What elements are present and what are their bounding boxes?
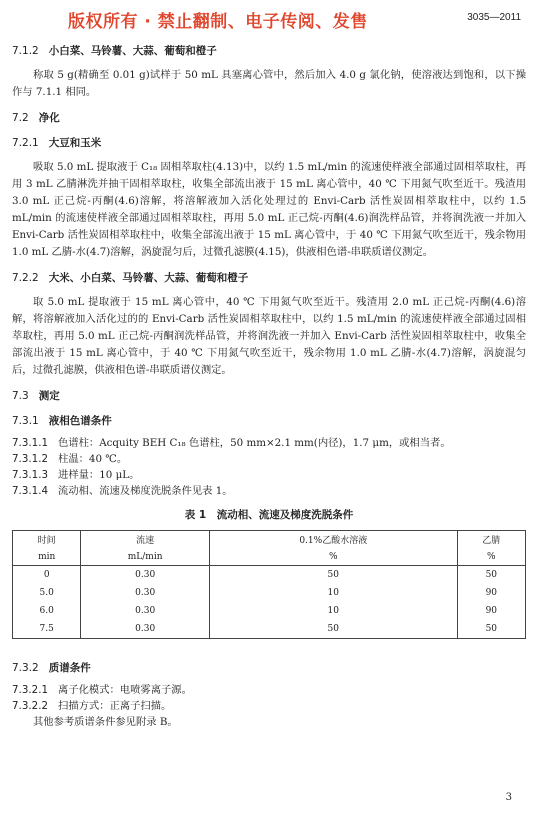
- copyright-banner: 版权所有 · 禁止翻制、电子传阅、发售: [68, 12, 368, 32]
- table-row: [13, 584, 526, 602]
- table-header-cell: 乙腈: [457, 531, 525, 549]
- section-heading-7-2-2: 7.2.2 大米、小白菜、马铃薯、大蒜、葡萄和橙子: [12, 272, 249, 284]
- table-cell: 0.30: [81, 602, 210, 620]
- list-item: 7.3.1.3 进样量：10 μL。: [12, 469, 140, 481]
- table-cell: 90: [457, 602, 525, 620]
- table-cell: 0: [13, 566, 81, 585]
- item-list-7-3-1: [12, 435, 526, 499]
- document-body: [12, 44, 526, 731]
- table-unit-row: [13, 548, 526, 566]
- table-unit-cell: %: [457, 548, 525, 566]
- gradient-table: [12, 530, 526, 639]
- closing-paragraph: 其他参考质谱条件参见附录 B。: [33, 716, 178, 728]
- paragraph-7-1-2: 称取 5 g(精确至 0.01 g)试样于 50 mL 具塞离心管中，然后加入 4.0 g 氯化钠，使溶液达到饱和，以下操作与 7.1.1 相同。: [12, 69, 526, 98]
- section-heading-7-1-2: 7.1.2 小白菜、马铃薯、大蒜、葡萄和橙子: [12, 45, 217, 57]
- list-item: 7.3.2.2 扫描方式：正离子扫描。: [12, 700, 172, 712]
- table-unit-cell: min: [13, 548, 81, 566]
- section-heading-7-2: 7.2 净化: [12, 112, 60, 124]
- table-cell: 90: [457, 584, 525, 602]
- table-caption: 表 1 流动相、流速及梯度洗脱条件: [184, 509, 354, 521]
- table-cell: 50: [457, 566, 525, 585]
- list-item: 7.3.1.2 柱温：40 ℃。: [12, 453, 128, 465]
- table-header-cell: 流速: [81, 531, 210, 549]
- page-number: 3: [505, 792, 512, 803]
- table-unit-cell: %: [209, 548, 457, 566]
- paragraph-7-2-2: 取 5.0 mL 提取液于 15 mL 离心管中，40 ℃ 下用氮气吹至近干。残渣用 2.0 mL 正己烷-丙酮(4.6)溶解，将溶解液加入活化过的的 Envi-Carb 活性炭固相萃取柱中，以约 1.5 mL/min 的流速使样液全部通过固相萃取柱，再用 5.0 mL 正己烷-丙酮润洗样品管，并将润洗液一并加入 Envi-Carb 活性炭固相萃取柱中，收集全部流出液于 15 mL 离心管中，于 40 ℃ 下用氮气吹至近干，残余物用 1.0 mL 乙腈-水(4.7)溶解，涡旋混匀后，过微孔滤膜，供液相色谱-串联质谱仪测定。: [12, 296, 526, 376]
- table-cell: 50: [209, 620, 457, 639]
- paragraph-7-2-1: 吸取 5.0 mL 提取液于 C₁₈ 固相萃取柱(4.13)中，以约 1.5 mL/min 的流速使样液全部通过固相萃取柱，再用 3 mL 乙腈淋洗并抽干固相萃取柱，收集全部流出液于 15 mL 离心管中，40 ℃ 下用氮气吹至近干。残渣用 3.0 mL 正己烷-丙酮(4.6)溶解，将溶解液加入活化处理过的 Envi-Carb 活性炭固相萃取柱中，以约 1.5 mL/min 的流速使样液全部通过固相萃取柱，再用 5.0 mL 正己烷-丙酮(4.6)润洗样品管，并将润洗液一并加入 Envi-Carb 活性炭固相萃取柱中，收集全部流出液于 15 mL 离心管中，于 40 ℃ 下用氮气吹至近干，残余物用 1.0 mL 乙腈-水(4.7)溶解，涡旋混匀后，过微孔滤膜(4.15)，供液相色谱-串联质谱仪测定。: [12, 161, 526, 258]
- table-header-cell: 时间: [13, 531, 81, 549]
- table-cell: 50: [457, 620, 525, 639]
- table-unit-cell: mL/min: [81, 548, 210, 566]
- table-cell: 10: [209, 584, 457, 602]
- table-row: [13, 566, 526, 585]
- table-row: [13, 602, 526, 620]
- table-cell: 0.30: [81, 566, 210, 585]
- section-heading-7-3-2: 7.3.2 质谱条件: [12, 662, 91, 674]
- standard-number: 3035—2011: [467, 12, 521, 23]
- list-item: 7.3.1.4 流动相、流速及梯度洗脱条件见表 1。: [12, 485, 233, 497]
- section-heading-7-3-1: 7.3.1 液相色谱条件: [12, 415, 112, 427]
- section-heading-7-2-1: 7.2.1 大豆和玉米: [12, 137, 102, 149]
- table-cell: 5.0: [13, 584, 81, 602]
- list-item: 7.3.1.1 色谱柱：Acquity BEH C₁₈ 色谱柱，50 mm×2.1 mm(内径)，1.7 μm，或相当者。: [12, 437, 451, 449]
- table-cell: 6.0: [13, 602, 81, 620]
- table-header-row: [13, 531, 526, 549]
- table-cell: 50: [209, 566, 457, 585]
- page-header: [0, 0, 535, 36]
- list-item: 7.3.2.1 离子化模式：电喷雾离子源。: [12, 684, 192, 696]
- table-row: [13, 620, 526, 639]
- section-heading-7-3: 7.3 测定: [12, 390, 60, 402]
- table-cell: 7.5: [13, 620, 81, 639]
- table-header-cell: 0.1%乙酸水溶液: [209, 531, 457, 549]
- table-cell: 0.30: [81, 620, 210, 639]
- table-cell: 10: [209, 602, 457, 620]
- table-cell: 0.30: [81, 584, 210, 602]
- item-list-7-3-2: [12, 682, 526, 714]
